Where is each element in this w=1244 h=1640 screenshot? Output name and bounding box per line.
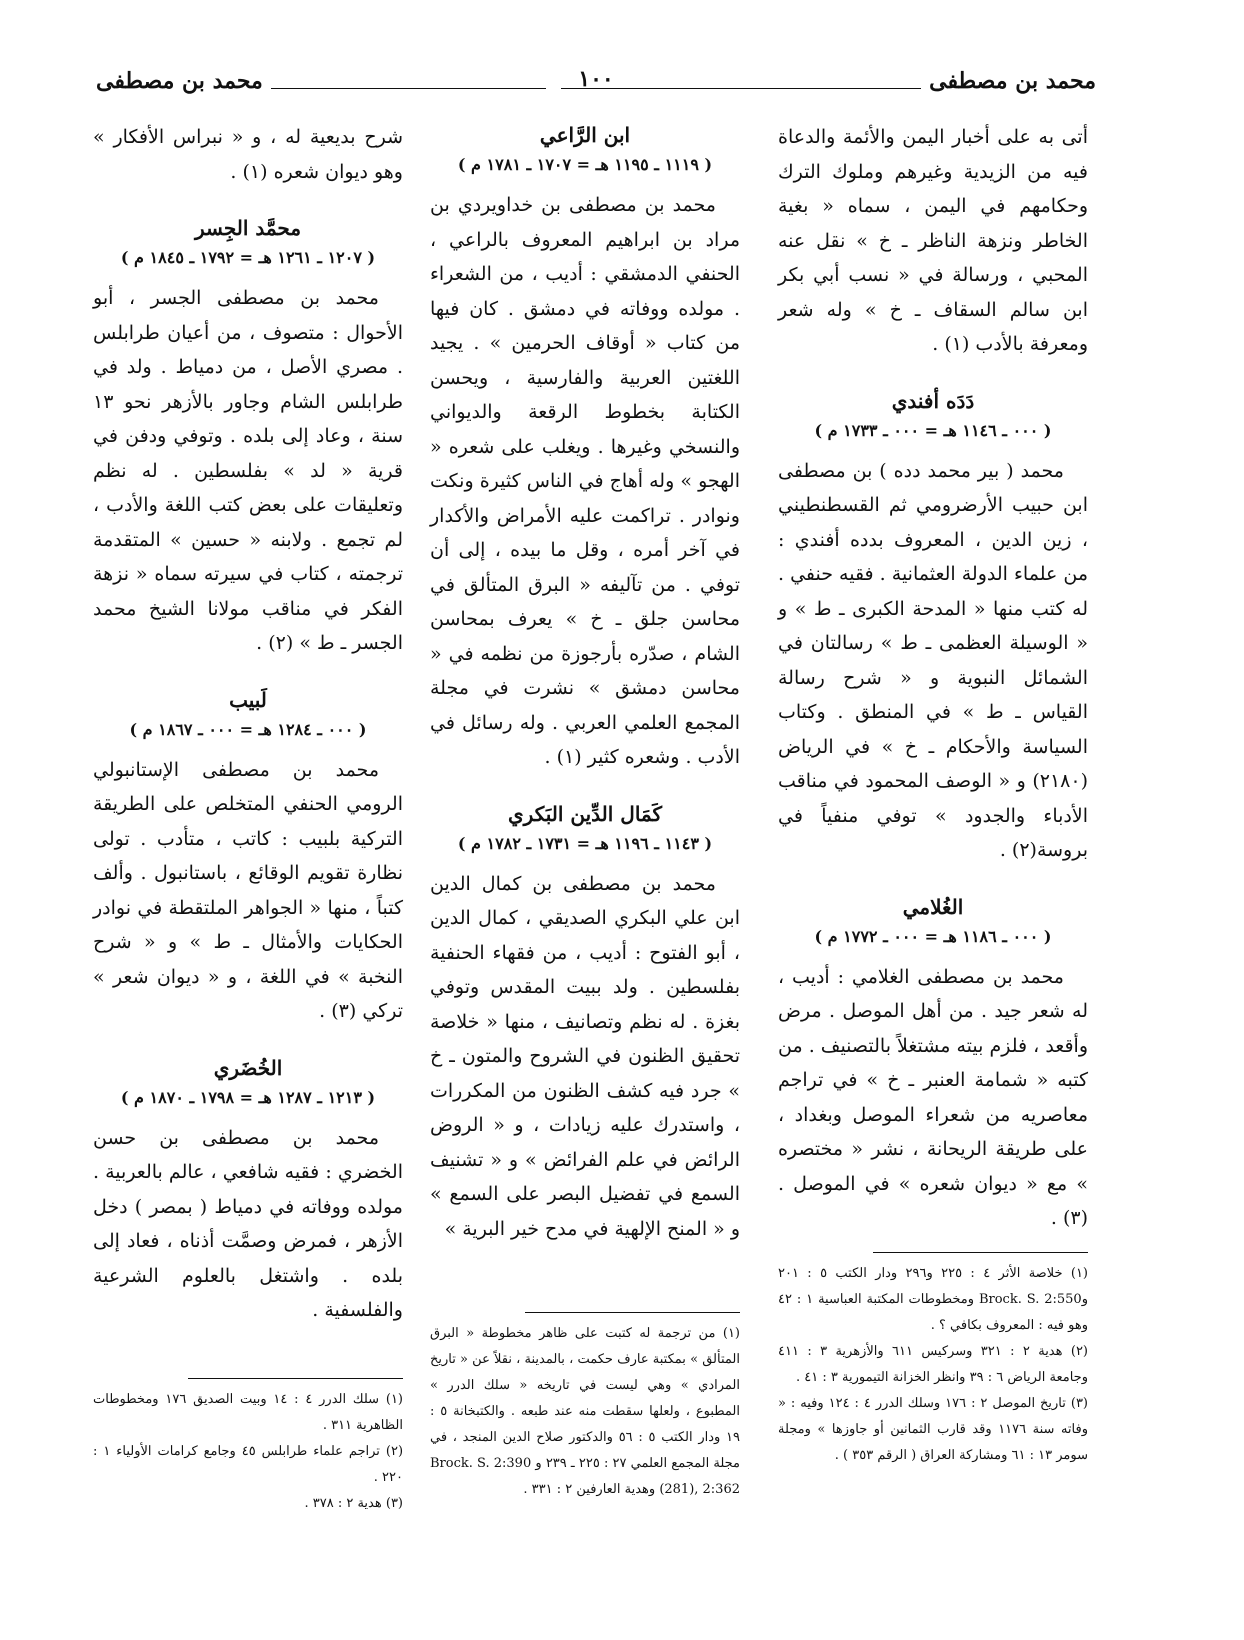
footnote-rule	[525, 1312, 740, 1313]
footnote: (٢) هدية ٢ : ٣٢١ وسركيس ٦١١ والأزهرية ٣ : ٤١١ وجامعة الرياض ٦ : ٣٩ وانظر الخزانة التيمورية ٣ : ٤١ .	[778, 1344, 1088, 1385]
continued-paragraph: أتى به على أخبار اليمن والأئمة والدعاة فيه من الزيدية وغيرهم وملوك الترك وحكامهم في اليمن ، سماه « بغية الخاطر ونزهة الناظر ـ خ » نقل عنه المحبي ، ورسالة في « نسب أبي بكر ابن سالم السقاف ـ خ » وله شعر ومعرفة بالأدب (١) .	[778, 126, 1088, 355]
page-number: ١٠٠	[578, 66, 614, 92]
entry-text: محمد بن مصطفى بن كمال الدين ابن علي البكري الصديقي ، كمال الدين ، أبو الفتوح : أديب ، من فقهاء الحنفية بفلسطين . ولد ببيت المقدس وتوفي بغزة . له نظم وتصانيف ، منها « خلاصة تحقيق الظنون في الشروح والمتون ـ خ » جرد فيه كشف الظنون من المكررات ، واستدرك عليه زيادات ، و « الروض الرائض في علم الفرائض » و « تشنيف السمع في تفضيل البصر على السمع » و « المنح الإلهية في مدح خير البرية »	[430, 872, 740, 1240]
entry-dates: ( ١٢١٣ ـ ١٢٨٧ هـ = ١٧٩٨ ـ ١٨٧٠ م )	[120, 1087, 376, 1107]
entry-dates: ( ٠٠٠ ـ ١١٤٦ هـ = ٠٠٠ ـ ١٧٣٣ م )	[814, 420, 1052, 440]
entry-text: محمد بن مصطفى بن حسن الخضري : فقيه شافعي ، عالم بالعربية . مولده ووفاته في دمياط ( بمصر ) دخل الأزهر ، فمرض وصمَّت أذناه ، فعاد إلى بلده . واشتغل بالعلوم الشرعية والفلسفية .	[93, 1126, 403, 1321]
footnotes-right	[778, 1252, 1088, 1469]
column-left	[93, 120, 403, 1328]
column-middle	[430, 120, 740, 1246]
entry-title: محمَّد الجِسر	[194, 216, 302, 240]
continued-paragraph: شرح بديعية له ، و « نبراس الأفكار » وهو ديوان شعره (١) .	[93, 126, 403, 183]
entry-text: محمد بن مصطفى الجسر ، أبو الأحوال : متصوف ، من أعيان طرابلس . مصري الأصل ، من دمياط . ولد في طرابلس الشام وجاور بالأزهر نحو ١٣ سنة ، وعاد إلى بلده . وتوفي ودفن في قرية « لد » بفلسطين . له نظم وتعليقات على بعض كتب اللغة والأدب ، لم تجمع . ولابنه « حسين » المتقدمة ترجمته ، كتاب في سيرته سماه « نزهة الفكر في مناقب مولانا الشيخ محمد الجسر ـ ط » (٢) .	[93, 287, 403, 654]
column-right	[778, 120, 1088, 1236]
footnote: (٣) هدية ٢ : ٣٧٨ .	[304, 1496, 403, 1511]
footnotes-middle	[430, 1312, 740, 1503]
footnote: (٣) تاريخ الموصل ٢ : ١٧٦ وسلك الدرر ٤ : ١٢٤ وفيه : « وفاته سنة ١١٧٦ وقد قارب الثمانين أو جاوزها » ومجلة سومر ١٣ : ٦١ ومشاركة العراق ( الرقم ٣٥٣ ) .	[778, 1396, 1088, 1463]
entry-title: لَبيب	[229, 687, 267, 712]
entry-title: الغُلامي	[902, 894, 964, 919]
footnote: (١) سلك الدرر ٤ : ١٤ وبيت الصديق ١٧٦ ومخطوطات الظاهرية ٣١١ .	[93, 1392, 403, 1433]
entry-text: محمد بن مصطفى الإستانبولي الرومي الحنفي المتخلص على الطريقة التركية بلبيب : كاتب ، متأدب . تولى نظارة تقويم الوقائع ، باستانبول . وألف كتباً ، منها « الجواهر الملتقطة في نوادر الحكايات والأمثال ـ ط » و « شرح النخبة » في اللغة ، و « ديوان شعر » تركي (٣) .	[93, 758, 403, 1022]
footnote-rule	[188, 1378, 403, 1379]
header-rule-left	[271, 88, 546, 89]
entry-text: محمد ( بير محمد دده ) بن مصطفى ابن حبيب الأرضرومي ثم القسطنطيني ، زين الدين ، المعروف بدده أفندي : من علماء الدولة العثمانية . فقيه حنفي . له كتب منها « المدحة الكبرى ـ ط » و « الوسيلة العظمى ـ ط » رسالتان في الشمائل النبوية و « شرح رسالة القياس ـ ط » في المنطق . وكتاب السياسة والأحكام ـ خ » في الرياض (٢١٨٠) و « الوصف المحمود في مناقب الأدباء والجدود » توفي منفياً في بروسة(٢) .	[777, 459, 1088, 861]
entry-dates: ( ١١١٩ ـ ١١٩٥ هـ = ١٧٠٧ ـ ١٧٨١ م )	[457, 155, 713, 174]
entry-title: دَدَه أفندي	[891, 388, 975, 413]
footnote-rule	[873, 1252, 1088, 1253]
footnote: (٢) تراجم علماء طرابلس ٤٥ وجامع كرامات الأولياء ١ : ٢٢٠ .	[93, 1444, 404, 1485]
entry-dates: ( ٠٠٠ ـ ١١٨٦ هـ = ٠٠٠ ـ ١٧٧٢ م )	[814, 926, 1052, 946]
footnotes-left	[93, 1378, 403, 1517]
running-head-left: محمد بن مصطفى	[96, 68, 263, 94]
entry-title: كَمَال الدِّين البَكري	[508, 801, 662, 826]
entry-text: محمد بن مصطفى بن خداويردي بن مراد بن ابراهيم المعروف بالراعي ، الحنفي الدمشقي : أديب ، من الشعراء . مولده ووفاته في دمشق . كان فيها من كتاب « أوقاف الحرمين » . يجيد اللغتين العربية والفارسية ، ويحسن الكتابة بخطوط الرقعة والديواني والنسخي وغيرها . ويغلب على شعره « الهجو » وله أهاج في الناس كثيرة ونكت ونوادر . تراكمت عليه الأمراض والأكدار في آخر أمره ، وقل ما بيده ، إلى أن توفي . من تآليفه « البرق المتألق في محاسن جلق ـ خ » يعرف بمحاسن الشام ، صدّره بأرجوزة من نظمه في « محاسن دمشق » نشرت في مجلة المجمع العلمي العربي . وله رسائل في الأدب . وشعره كثير (١) .	[430, 194, 740, 768]
entry-text: محمد بن مصطفى الغلامي : أديب ، له شعر جيد . من أهل الموصل . مرض وأقعد ، فلزم بيته مشتغلاً بالتصنيف . من كتبه « شمامة العنبر ـ خ » في تراجم معاصريه من شعراء الموصل وبغداد ، على طريقة الريحانة ، نشر « مختصره » مع « ديوان شعره » في الموصل . (٣) .	[778, 965, 1088, 1229]
running-head-right: محمد بن مصطفى	[929, 68, 1096, 94]
entry-title: الخُضَري	[213, 1055, 283, 1080]
footnote: (١) من ترجمة له كتبت على ظاهر مخطوطة « البرق المتألق » بمكتبة عارف حكمت ، بالمدينة ، نقلاً عن « تاريخ المرادي » وهي ليست في تاريخه « سلك الدرر » المطبوع ، ولعلها سقطت منه عند طبعه . والكتبخانة ٥ : ١٩ ودار الكتب ٥ : ٥٦ والدكتور صلاح الدين المنجد ، في مجلة المجمع العلمي ٢٧ : ٢٢٥ ـ ٢٣٩ و Brock. S. 2:390 (281), 2:362 وهدية العارفين ٢ : ٣٣١ .	[430, 1326, 740, 1497]
entry-dates: ( ١٢٠٧ ـ ١٢٦١ هـ = ١٧٩٢ ـ ١٨٤٥ م )	[120, 248, 376, 267]
footnote: (١) خلاصة الأثر ٤ : ٢٢٥ و٢٩٦ ودار الكتب ٥ : ٢٠١ وBrock. S. 2:550 ومخطوطات المكتبة العباسية ١ : ٤٢ وهو فيه : المعروف بكافي ؟ .	[778, 1266, 1088, 1333]
entry-title: ابن الرَّاعي	[539, 123, 631, 147]
entry-dates: ( ١١٤٣ ـ ١١٩٦ هـ = ١٧٣١ ـ ١٧٨٢ م )	[457, 833, 713, 853]
entry-dates: ( ٠٠٠ ـ ١٢٨٤ هـ = ٠٠٠ ـ ١٨٦٧ م )	[129, 719, 367, 739]
page-header	[96, 62, 1096, 102]
